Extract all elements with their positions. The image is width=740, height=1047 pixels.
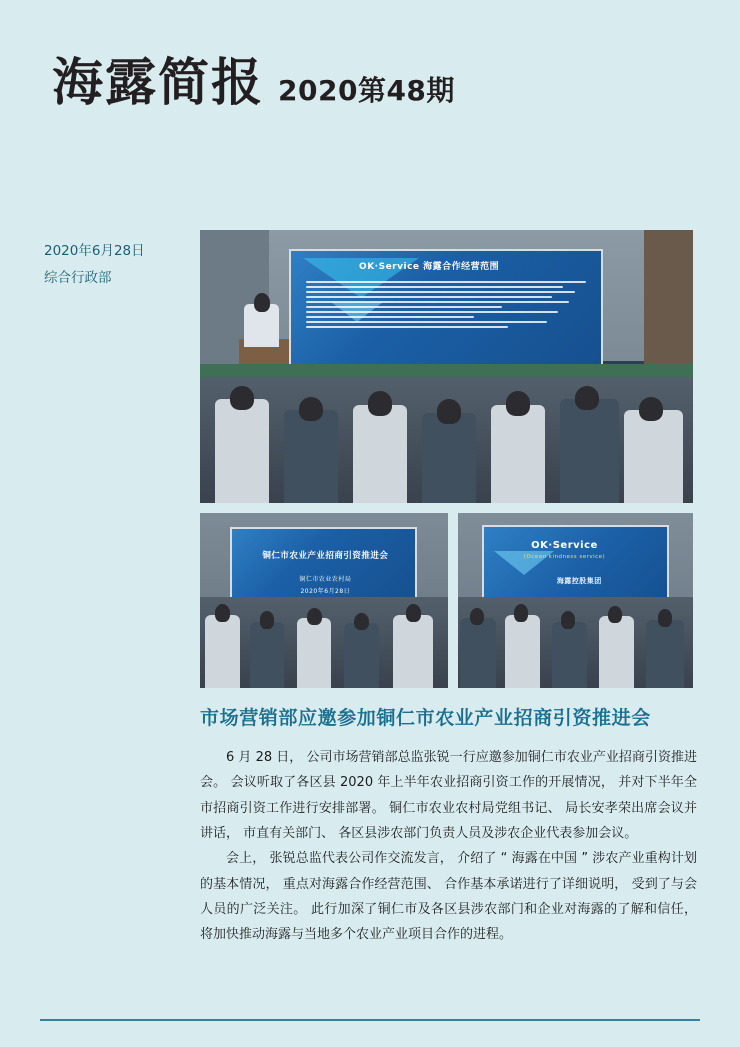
projection-screen <box>482 525 669 608</box>
audience-figure <box>491 405 545 503</box>
audience-head <box>299 397 324 422</box>
audience-figure <box>624 410 683 503</box>
audience-head <box>406 604 421 622</box>
audience-figure <box>205 615 240 689</box>
screen-text-lines <box>306 281 586 331</box>
audience-head <box>215 604 230 622</box>
publish-date: 2020年6月28日 <box>44 243 145 259</box>
audience-figure <box>215 399 269 503</box>
department-name: 综合行政部 <box>44 270 112 286</box>
audience-head <box>437 399 462 424</box>
audience-figure <box>646 620 684 688</box>
audience-head <box>260 611 275 629</box>
screen-title: 铜仁市农业产业招商引资推进会 <box>262 551 389 562</box>
audience-head <box>470 608 484 626</box>
audience-head <box>307 608 322 626</box>
speaker-head <box>254 293 270 312</box>
brand-company: 海露控股集团 <box>556 577 602 586</box>
article-paragraph: 6 月 28 日， 公司市场营销部总监张锐一行应邀参加铜仁市农业产业招商引资推进会。 会议听取了各区县 2020 年上半年农业招商引资工作的开展情况， 并对下半年全市招商引资工作进行安排部署。 铜仁市农业农村局党组书记、 局长安孝荣出席会议并讲话， 市直有关部门、 各区县涉农部门负责人员及涉农企业代表参加会议。 <box>200 750 697 842</box>
audience-head <box>575 386 600 411</box>
audience-figure <box>422 413 476 503</box>
audience-figure <box>284 410 338 503</box>
masthead <box>0 0 740 170</box>
audience-figure <box>250 622 285 689</box>
photo-main <box>200 230 693 503</box>
issue-number: 2020第48期 <box>278 74 455 107</box>
audience-figure <box>353 405 407 503</box>
audience-head <box>658 609 672 627</box>
photo-main-scene <box>200 230 693 503</box>
audience-figure <box>505 615 540 689</box>
audience-figure <box>552 622 587 689</box>
screen-subtitle: 铜仁市农业农村局 <box>299 575 352 583</box>
audience-figure <box>560 399 619 503</box>
masthead-inner <box>52 54 455 113</box>
photo-sub-right <box>458 513 693 688</box>
audience-head <box>639 397 664 422</box>
audience-head <box>354 613 369 631</box>
brand-name: OK·Service <box>531 539 598 551</box>
footer-divider <box>40 1019 700 1021</box>
audience-figure <box>599 616 634 688</box>
audience-figure <box>460 618 495 688</box>
screen-date: 2020年6月28日 <box>300 587 351 595</box>
photo-sub-right-scene <box>458 513 693 688</box>
meta-column <box>44 238 194 292</box>
photo-sub-left-scene <box>200 513 448 688</box>
audience-head <box>230 386 255 411</box>
page-title: 海露简报 <box>52 54 265 113</box>
projection-screen <box>230 527 418 608</box>
audience-head <box>608 606 622 624</box>
audience-head <box>561 611 575 629</box>
audience-figure <box>393 615 433 689</box>
article-paragraph: 会上， 张锐总监代表公司作交流发言， 介绍了 “ 海露在中国 ” 涉农产业重构计划的基本情况， 重点对海露合作经营范围、 合作基本承诺进行了详细说明， 受到了与会人员的广泛关注。 此行加深了铜仁市及各区县涉农部门和企业对海露的了解和信任， 将加快推动海露与当地多个农业产业项目合作的进程。 <box>200 851 697 943</box>
article-headline: 市场营销部应邀参加铜仁市农业产业招商引资推进会 <box>200 707 651 729</box>
screen-caption: OK·Service 海露合作经营范围 <box>359 262 500 273</box>
photo-sub-left <box>200 513 448 688</box>
audience-figure <box>297 618 332 688</box>
article-body <box>200 745 697 948</box>
audience-head <box>368 391 393 416</box>
projection-screen <box>289 249 604 368</box>
audience-head <box>506 391 531 416</box>
brand-subtitle: (Ocean kindness service) <box>523 554 606 561</box>
audience-head <box>514 604 528 622</box>
audience-figure <box>344 623 379 688</box>
